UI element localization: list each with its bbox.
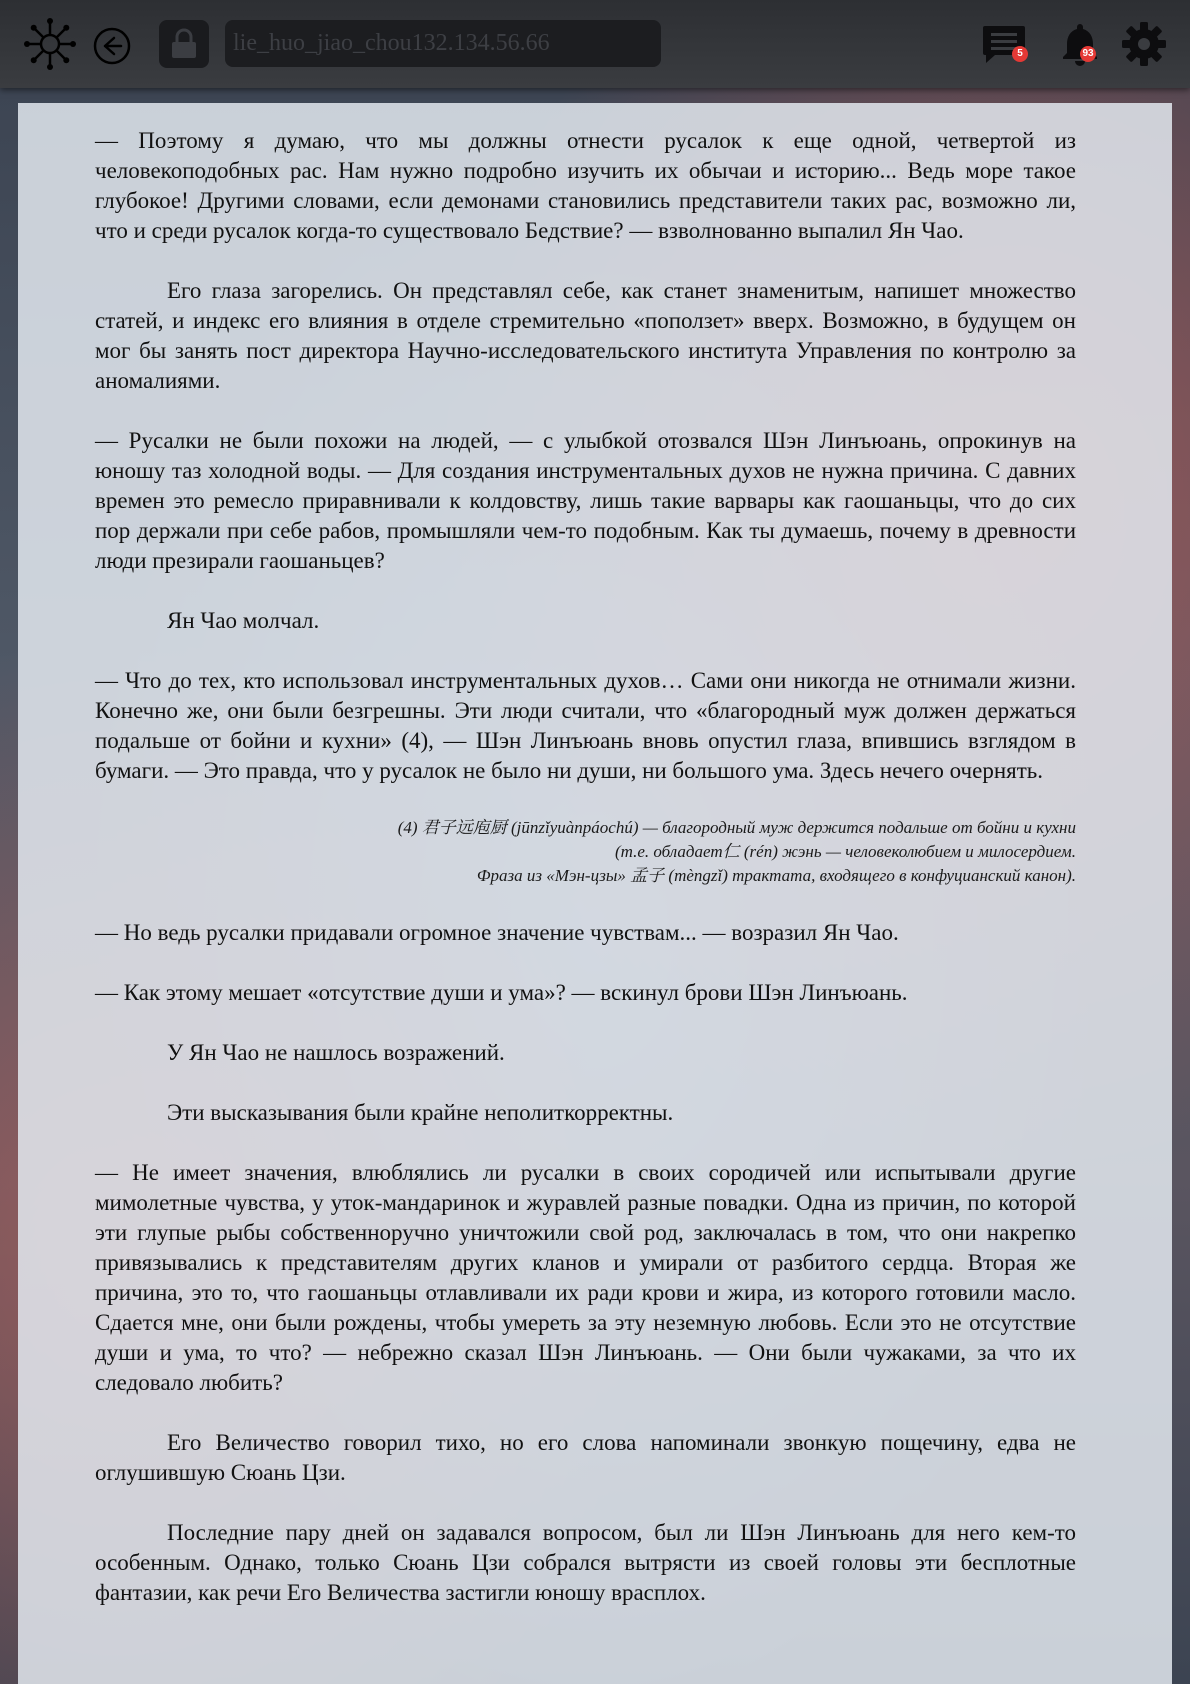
footnote-line: (т.е. обладает仁 (rén) жэнь — человеколюбием и милосердием. [614,842,1076,861]
lock-icon[interactable] [159,20,209,68]
paragraph: У Ян Чао не нашлось возражений. [167,1040,505,1065]
paragraph: — Но ведь русалки придавали огромное значение чувствам... — возразил Ян Чао. [95,920,899,945]
notifications-count-badge: 93 [1080,46,1096,62]
network-logo-icon[interactable] [22,16,78,72]
paragraph: — Поэтому я думаю, что мы должны отнести русалок к еще одной, четвертой из человекоподобных рас. Нам нужно подробно изучить их обычаи и историю... Ведь море такое глубокое! Другими словами, если демонами становились представители таких рас, возможно ли, что и среди русалок когда-то существовало Бедствие? — взволнованно выпалил Ян Чао. [95,128,1076,243]
paragraph: — Не имеет значения, влюблялись ли русалки в своих сородичей или испытывали другие мимолетные чувства, у уток-мандаринок и журавлей разные повадки. Одна из причин, по которой эти глупые рыбы собственноручно уничтожили свой род, заключалась в том, что они накрепко привязывались к представителям других кланов и умирали от разбитого сердца. Вторая же причина, это то, что гаошаньцы отлавливали их ради крови и жира, из которого готовили масло. Сдается мне, они были рождены, чтобы умереть за эту неземную любовь. Если это не отсутствие души и ума, то что? — небрежно сказал Шэн Линъюань. — Они были чужаками, за что их следовало любить? [95,1160,1076,1395]
gear-icon[interactable] [1120,20,1168,68]
paragraph: Его глаза загорелись. Он представлял себе, как станет знаменитым, напишет множество статей, и индекс его влияния в отделе стремительно «поползет» вверх. Возможно, в будущем он мог бы занять пост директора Научно-исследовательского института Управления по контролю за аномалиями. [95,278,1076,393]
paragraph: Эти высказывания были крайне неполиткорректны. [167,1100,674,1125]
messages-count-badge: 5 [1012,46,1028,62]
paragraph: Последние пару дней он задавался вопросом, был ли Шэн Линъюань для него кем-то особенным. Однако, только Сюань Цзи собрался вытрясти из своей головы эти бесплотные фантазии, как речи Его Величества застигли юношу врасплох. [95,1520,1076,1605]
bell-icon[interactable] [1058,20,1102,68]
footnote-line: (4) 君子远庖厨 (jūnzǐyuànpáochú) — благородный муж держится подальше от бойни и кухни [397,818,1076,837]
top-toolbar [0,0,1190,88]
footnote-line: Фраза из «Мэн-цзы» 孟子 (mèngzǐ) трактата, входящего в конфуцианский канон). [476,866,1076,885]
paragraph: Ян Чао молчал. [167,608,320,633]
paragraph: — Русалки не были похожи на людей, — с улыбкой отозвался Шэн Линъюань, опрокинув на юношу таз холодной воды. — Для создания инструментальных духов не нужна причина. С давних времен это ремесло приравнивали к колдовству, лишь такие варвары как гаошаньцы, что до сих пор держали при себе рабов, промышляли чем-то подобным. Как ты думаешь, почему в древности люди презирали гаошаньцев? [95,428,1076,573]
paragraph: Его Величество говорил тихо, но его слова напоминали звонкую пощечину, едва не оглушившую Сюань Цзи. [95,1430,1076,1485]
back-arrow-icon[interactable] [92,26,132,66]
address-field[interactable]: lie_huo_jiao_chou132.134.56.66 [225,20,661,67]
footnote [95,816,1076,888]
paragraph: — Как этому мешает «отсутствие души и ума»? — вскинул брови Шэн Линъюань. [95,980,908,1005]
chapter-text [95,126,1076,1638]
paragraph: — Что до тех, кто использовал инструментальных духов… Сами они никогда не отнимали жизни. Конечно же, они были безгрешны. Эти люди считали, что «благородный муж должен держаться подальше от бойни и кухни» (4), — Шэн Линъюань вновь опустил глаза, впившись взглядом в бумаги. — Это правда, что у русалок не было ни души, ни большого ума. Здесь нечего очернять. [95,668,1076,783]
